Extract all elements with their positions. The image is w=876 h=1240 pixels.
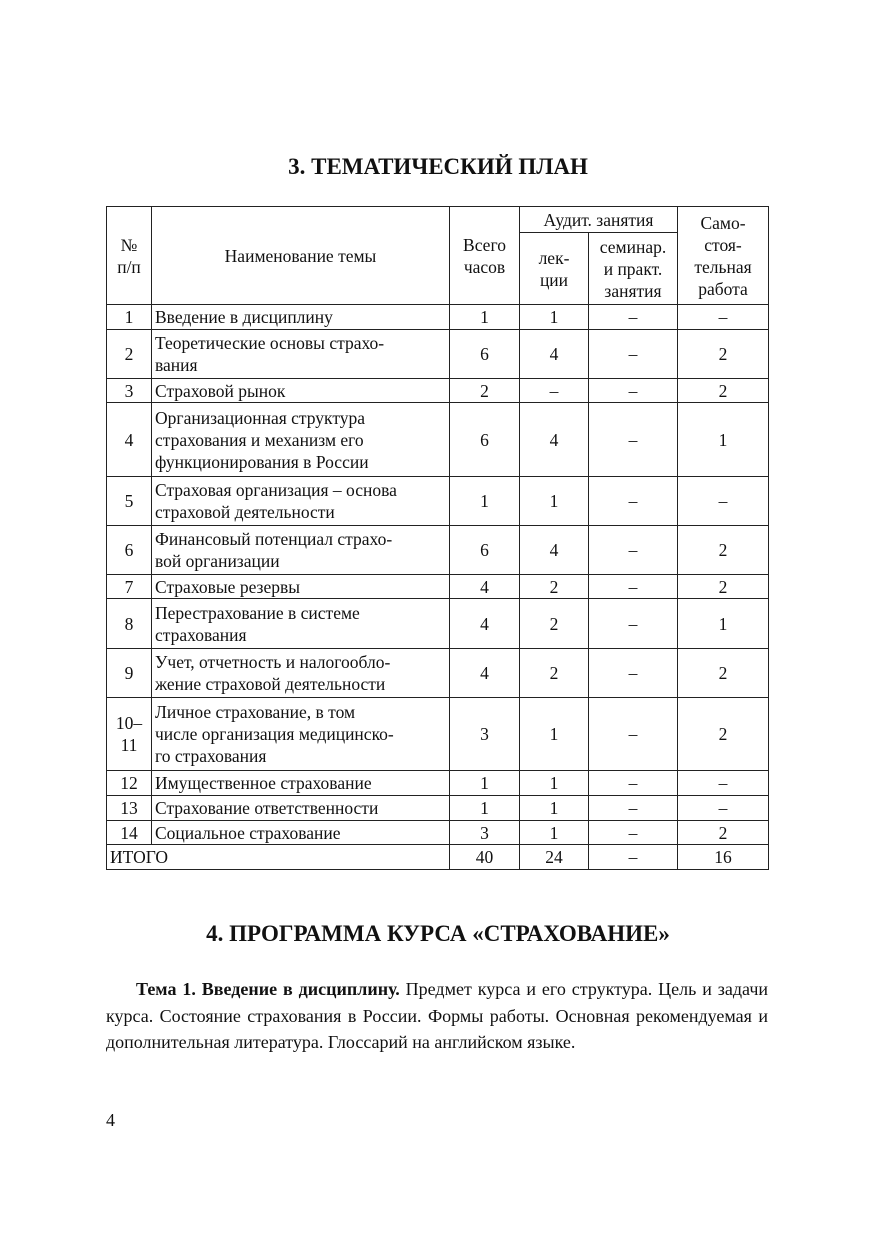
cell-lectures: 4 [520, 403, 589, 477]
header-seminars: семинар. и практ. занятия [589, 233, 678, 305]
cell-name: Страховая организация – основа страховой деятельности [152, 477, 450, 526]
table-row [107, 649, 769, 698]
cell-total: 6 [450, 526, 520, 575]
cell-total: 40 [450, 845, 520, 870]
section-title-program: 4. ПРОГРАММА КУРСА «СТРАХОВАНИЕ» [206, 921, 670, 946]
cell-lectures: 1 [520, 771, 589, 796]
header-lectures: лек- ции [520, 233, 589, 305]
table-row [107, 403, 769, 477]
cell-name: Страхование ответственности [152, 796, 450, 821]
cell-self: 1 [678, 403, 769, 477]
cell-total: 4 [450, 599, 520, 649]
table-row [107, 599, 769, 649]
header-self: Само- стоя- тельная работа [678, 207, 769, 305]
cell-seminars: – [589, 698, 678, 771]
cell-name: Учет, отчетность и налогообло- жение страховой деятельности [152, 649, 450, 698]
cell-name: Организационная структура страхования и механизм его функционирования в России [152, 403, 450, 477]
cell-name: Теоретические основы страхо- вания [152, 330, 450, 379]
cell-self: 2 [678, 575, 769, 599]
table-row [107, 526, 769, 575]
cell-total: 1 [450, 477, 520, 526]
topic-1-heading: Тема 1. Введение в дисциплину. [136, 979, 400, 999]
topic-1-text: Предмет курса и его структура. Цель и задачи курса. Состояние страхования в России. Формы работы. Основная рекомендуемая и дополнительная литература. Глоссарий на английском языке. [106, 979, 768, 1052]
table-row [107, 796, 769, 821]
cell-name: Введение в дисциплину [152, 305, 450, 330]
cell-num: 14 [107, 821, 152, 845]
cell-self: 1 [678, 599, 769, 649]
thematic-plan-table [106, 206, 769, 870]
cell-self: 2 [678, 330, 769, 379]
cell-seminars: – [589, 771, 678, 796]
header-name: Наименование темы [152, 207, 450, 305]
cell-total: 2 [450, 379, 520, 403]
table-row [107, 330, 769, 379]
cell-total: 3 [450, 821, 520, 845]
cell-self: – [678, 796, 769, 821]
header-num: № п/п [107, 207, 152, 305]
cell-num: 3 [107, 379, 152, 403]
cell-self: 2 [678, 526, 769, 575]
cell-lectures: 2 [520, 575, 589, 599]
cell-lectures: 1 [520, 305, 589, 330]
header-aud: Аудит. занятия [520, 207, 678, 233]
cell-seminars: – [589, 845, 678, 870]
cell-total: 3 [450, 698, 520, 771]
cell-self: – [678, 771, 769, 796]
table-row [107, 771, 769, 796]
totals-row [107, 845, 769, 870]
cell-total: 6 [450, 330, 520, 379]
cell-self: 2 [678, 379, 769, 403]
table-row [107, 698, 769, 771]
cell-lectures: 1 [520, 477, 589, 526]
cell-seminars: – [589, 575, 678, 599]
cell-total: 1 [450, 771, 520, 796]
cell-num: 10– 11 [107, 698, 152, 771]
table-row [107, 477, 769, 526]
cell-name: Имущественное страхование [152, 771, 450, 796]
cell-num: 6 [107, 526, 152, 575]
cell-name: Перестрахование в системе страхования [152, 599, 450, 649]
cell-self: – [678, 477, 769, 526]
cell-self: 2 [678, 698, 769, 771]
cell-num: 13 [107, 796, 152, 821]
cell-num: 12 [107, 771, 152, 796]
cell-seminars: – [589, 649, 678, 698]
topic-1-paragraph [106, 976, 768, 1056]
cell-lectures: 2 [520, 599, 589, 649]
cell-total: 1 [450, 305, 520, 330]
cell-name: Личное страхование, в том числе организация медицинско- го страхования [152, 698, 450, 771]
cell-num: 9 [107, 649, 152, 698]
cell-num: 2 [107, 330, 152, 379]
cell-num: 4 [107, 403, 152, 477]
cell-total: 6 [450, 403, 520, 477]
cell-lectures: – [520, 379, 589, 403]
cell-lectures: 24 [520, 845, 589, 870]
cell-seminars: – [589, 305, 678, 330]
cell-seminars: – [589, 526, 678, 575]
cell-self: 16 [678, 845, 769, 870]
header-total: Всего часов [450, 207, 520, 305]
cell-lectures: 2 [520, 649, 589, 698]
cell-seminars: – [589, 796, 678, 821]
cell-seminars: – [589, 599, 678, 649]
table-row [107, 821, 769, 845]
cell-total: 4 [450, 575, 520, 599]
page-number: 4 [106, 1110, 115, 1130]
cell-num: 1 [107, 305, 152, 330]
cell-name: Финансовый потенциал страхо- вой организации [152, 526, 450, 575]
cell-lectures: 1 [520, 796, 589, 821]
cell-lectures: 1 [520, 698, 589, 771]
cell-self: – [678, 305, 769, 330]
cell-self: 2 [678, 821, 769, 845]
cell-self: 2 [678, 649, 769, 698]
cell-name: Социальное страхование [152, 821, 450, 845]
cell-seminars: – [589, 821, 678, 845]
cell-seminars: – [589, 477, 678, 526]
cell-num: 7 [107, 575, 152, 599]
cell-seminars: – [589, 379, 678, 403]
section-title-thematic-plan: 3. ТЕМАТИЧЕСКИЙ ПЛАН [288, 154, 588, 179]
cell-seminars: – [589, 403, 678, 477]
cell-lectures: 1 [520, 821, 589, 845]
cell-num: 8 [107, 599, 152, 649]
cell-name: Страховой рынок [152, 379, 450, 403]
cell-name: Страховые резервы [152, 575, 450, 599]
cell-total-label: ИТОГО [107, 845, 450, 870]
table-row [107, 575, 769, 599]
cell-num: 5 [107, 477, 152, 526]
cell-lectures: 4 [520, 330, 589, 379]
table-row [107, 379, 769, 403]
table-row [107, 305, 769, 330]
cell-lectures: 4 [520, 526, 589, 575]
cell-total: 1 [450, 796, 520, 821]
cell-seminars: – [589, 330, 678, 379]
cell-total: 4 [450, 649, 520, 698]
